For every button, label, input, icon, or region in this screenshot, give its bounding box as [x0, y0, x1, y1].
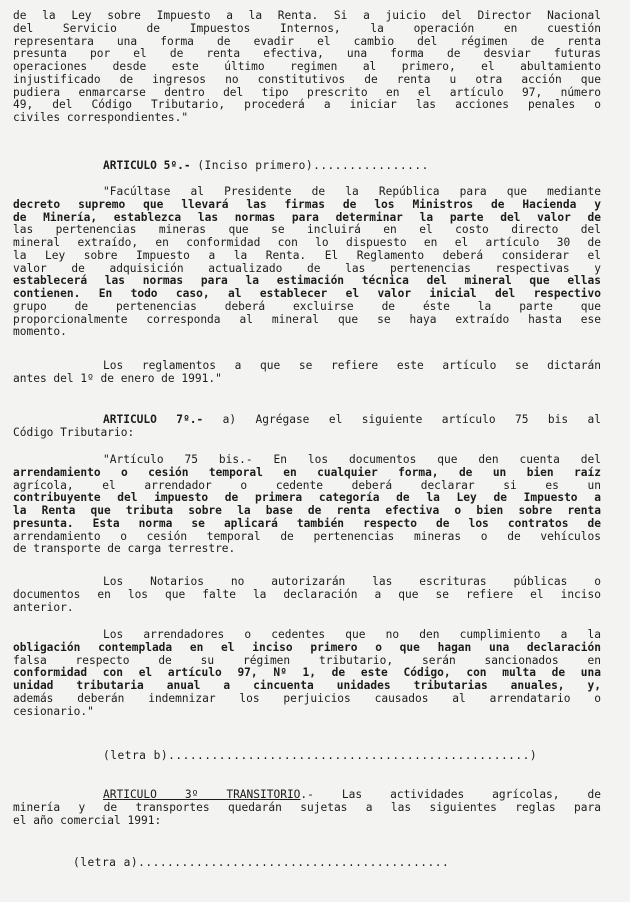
text-line: Los arrendadores o cedentes que no den cumplimiento a la: [103, 628, 601, 641]
article-7-paragraph-c: [13, 629, 601, 718]
text-line: injustificado de ingresos no constitutivos de renta u otra acción que: [13, 72, 601, 86]
text-line: unidad tributaria anual a cincuenta unidades tributarias anuales, y,: [13, 679, 601, 692]
text-line: las pertenencias mineras que se incluirá en el costo directo del: [13, 223, 601, 237]
text-line: cesionario.": [13, 704, 94, 718]
text-line: antes del 1º de enero de 1991.": [13, 371, 222, 385]
text-line: de transporte de carga terrestre.: [13, 542, 236, 556]
text-line: además deberán indemnizar los perjuicios causados al arrendatario o: [13, 691, 601, 705]
article-5-subheading: (Inciso primero)................: [197, 159, 429, 172]
text-line: arrendamiento o cesión temporal en cualquier forma, de un bien raíz: [13, 465, 601, 479]
text-line: obligación contemplada en el inciso primero o que hagan una declaración: [13, 640, 601, 654]
letra-a: (letra a)...........................................: [73, 856, 450, 869]
text-line: representara una forma de evadir el cambio del régimen de renta: [13, 34, 601, 48]
text-line: de la Ley sobre Impuesto a la Renta. Si a juicio del Director Nacional: [13, 9, 601, 22]
transitory-text-start: Las actividades agrícolas, de: [341, 788, 601, 801]
text-line: minería y de transportes quedarán sujetas a las siguientes reglas para: [13, 800, 601, 814]
text-line: el año comercial 1991:: [13, 813, 162, 827]
text-line: proporcionalmente corresponda al mineral que se haya extraído hasta ese: [13, 312, 601, 326]
text-line: de Minería, establezca las normas para determinar la parte del valor de: [13, 210, 601, 224]
text-line: agrícola, el arrendador o cedente deberá declarar si es un: [13, 478, 601, 492]
transitory-heading: ARTICULO 3º TRANSITORIO: [103, 788, 301, 801]
text-line: del Servicio de Impuestos Internos, la operación en cuestión: [13, 21, 601, 35]
text-line: momento.: [13, 325, 67, 339]
letra-b: (letra b)..................................................): [103, 749, 538, 762]
text-line: pudiera enmarcarse dentro del tipo prescrito en el artículo 97, número: [13, 85, 601, 99]
article-7-paragraph-b: [13, 576, 601, 614]
text-line: Los Notarios no autorizarán las escrituras públicas o: [103, 575, 601, 588]
text-line: conformidad con el artículo 97, Nº 1, de este Código, con multa de una: [13, 666, 601, 680]
article-7-intro: a) Agrégase el siguiente artículo 75 bis al: [222, 413, 601, 426]
text-line: Los reglamentos a que se refiere este artículo se dictarán: [103, 359, 601, 372]
text-line: la Renta que tributa sobre la base de renta efectiva o bien sobre renta: [13, 504, 601, 517]
text-line: "Artículo 75 bis.- En los documentos que den cuenta del: [103, 453, 601, 466]
text-line: 49, del Código Tributario, procederá a iniciar las acciones penales o: [13, 98, 601, 112]
text-line: contienen. En todo caso, al establecer el valor inicial del respectivo: [13, 287, 601, 300]
text-line: operaciones desde este último regimen al primero, el abultamiento: [13, 60, 601, 73]
opening-paragraph: [13, 10, 601, 125]
text-line: la Ley sobre Impuesto a la Renta. El Reglamento deberá considerar el: [13, 248, 601, 262]
text-line: contribuyente del impuesto de primera categoría de la Ley de Impuesto a: [13, 491, 601, 505]
text-line: civiles correspondientes.": [13, 111, 189, 124]
article-7-paragraph-a: [13, 454, 601, 556]
text-line: "Facúltase al Presidente de la República para que mediante: [103, 185, 601, 198]
letra-b-line: [103, 750, 603, 763]
transitory-article: [13, 789, 601, 827]
article-5-paragraph-a: [13, 186, 601, 339]
transitory-heading-suffix: .-: [300, 788, 314, 801]
text-line: arrendamiento o cesión temporal de pertenencias mineras o de vehículos: [13, 529, 601, 543]
article-7-heading: ARTICULO 7º.-: [103, 413, 204, 426]
text-line: presunta por el de renta efectiva, una forma de desviar futuras: [13, 47, 601, 61]
article-5-paragraph-b: [13, 360, 601, 386]
text-line: anterior.: [13, 600, 74, 614]
text-line: valor de adquisición actualizado de las pertenencias respectivas y: [13, 261, 601, 275]
text-line: presunta. Esta norma se aplicará también respecto de los contratos de: [13, 516, 601, 530]
article-5-heading-line: [103, 160, 603, 173]
text-line: documentos en los que falte la declaración a que se refiere el inciso: [13, 587, 601, 601]
text-line: falsa respecto de su régimen tributario, serán sancionados en: [13, 653, 601, 667]
text-line: Código Tributario:: [13, 425, 135, 439]
text-line: decreto supremo que llevará las firmas de los Ministros de Hacienda y: [13, 197, 601, 211]
text-line: grupo de pertenencias deberá excluirse de éste la parte que: [13, 299, 601, 313]
article-7-heading-block: [13, 414, 601, 440]
letra-a-line: [73, 857, 603, 870]
text-line: mineral extraído, en conformidad con lo dispuesto en el artículo 30 de: [13, 236, 601, 249]
article-5-heading: ARTICULO 5º.-: [103, 159, 191, 172]
text-line: establecerá las normas para la estimación técnica del mineral que ellas: [13, 274, 601, 288]
